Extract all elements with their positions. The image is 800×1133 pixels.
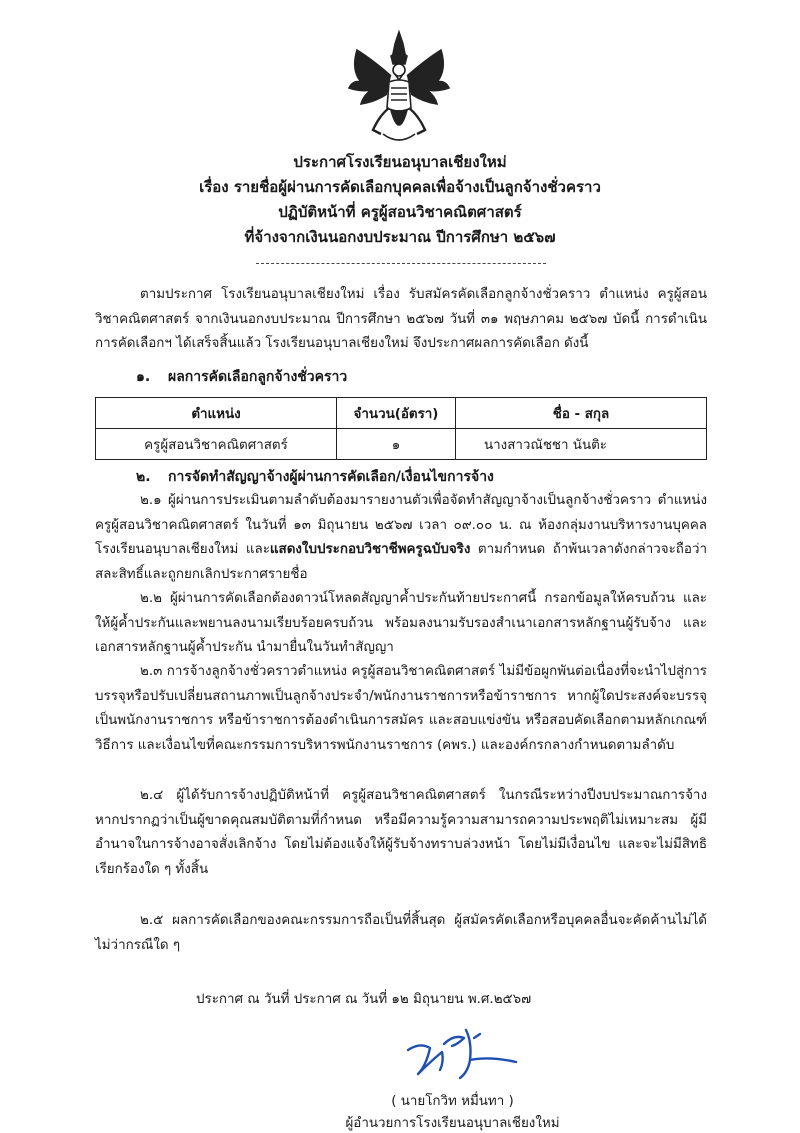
- item-2-2: [95, 587, 707, 661]
- results-table: [95, 397, 707, 460]
- item-2-4: [95, 784, 707, 882]
- section-1-number: ๑.: [136, 369, 151, 385]
- header-line-3: ปฏิบัติหน้าที่ ครูผู้สอนวิชาคณิตศาสตร์: [278, 203, 522, 221]
- section-2-title: [136, 465, 494, 489]
- garuda-emblem-icon: [343, 30, 455, 148]
- signer-role: ผู้อำนวยการโรงเรียนอนุบาลเชียงใหม่: [345, 1116, 560, 1131]
- item-2-5: [95, 909, 707, 958]
- item-2-1-text-end: ตามกำหนด ถ้าพ้นเวลาดังกล่าวจะถือว่าสละสิทธิ์และถูกยกเลิกประกาศรายชื่อ: [95, 542, 707, 582]
- header-line-1: ประกาศโรงเรียนอนุบาลเชียงใหม่: [293, 153, 507, 171]
- intro-paragraph: [95, 283, 707, 357]
- item-2-1: [95, 489, 707, 587]
- item-2-2-text: ๒.๒ ผู้ผ่านการคัดเลือกต้องดาวน์โหลดสัญญาค้ำประกันท้ายประกาศนี้ กรอกข้อมูลให้ครบถ้วน และให้ผู้ค้ำประกันและพยานลงนามเรียบร้อยครบถ้วน พร้อมลงนามรับรองสำเนาเอกสารหลักฐานผู้รับจ้าง และเอกสารหลักฐานผู้ค้ำประกัน นำมายื่นในวันทำสัญญา: [95, 591, 707, 655]
- item-2-5-text: ๒.๕ ผลการคัดเลือกของคณะกรรมการถือเป็นที่สิ้นสุด ผู้สมัครคัดเลือกหรือบุคคลอื่นจะคัดค้านไม่ได้ไม่ว่ากรณีใด ๆ: [95, 913, 707, 953]
- header-line-2: เรื่อง รายชื่อผู้ผ่านการคัดเลือกบุคคลเพื่อจ้างเป็นลูกจ้างชั่วคราว: [199, 178, 601, 196]
- header-divider: [256, 263, 546, 264]
- item-2-3: [95, 660, 707, 758]
- item-2-4-text: ๒.๔ ผู้ได้รับการจ้างปฏิบัติหน้าที่ ครูผู้สอนวิชาคณิตศาสตร์ ในกรณีระหว่างปีงบประมาณการจ้าง หากปรากฏว่าเป็นผู้ขาดคุณสมบัติตามที่กำหนด หรือมีความรู้ความสามารถความประพฤติไม่เหมาะสม ผู้มีอำนาจในการจ้างอาจสั่งเลิกจ้าง โดยไม่ต้องแจ้งให้ผู้รับจ้างทราบล่วงหน้า โดยไม่มีเงื่อนไข และจะไม่มีสิทธิเรียกร้องใด ๆ ทั้งสิ้น: [95, 788, 707, 877]
- section-1-title: [136, 365, 347, 389]
- header-name: ชื่อ - สกุล: [456, 398, 707, 429]
- table-header-row: [96, 398, 707, 429]
- signature-image: [400, 1022, 520, 1084]
- table-row: [96, 429, 707, 460]
- document-header: [0, 150, 800, 250]
- section-2-number: ๒.: [136, 469, 151, 485]
- header-line-4: ที่จ้างจากเงินนอกงบประมาณ ปีการศึกษา ๒๕๖๗: [244, 228, 556, 246]
- section-2-text: การจัดทำสัญญาจ้างผู้ผ่านการคัดเลือก/เงื่อนไขการจ้าง: [168, 469, 494, 485]
- intro-text: ตามประกาศ โรงเรียนอนุบาลเชียงใหม่ เรื่อง รับสมัครคัดเลือกลูกจ้างชั่วคราว ตำแหน่ง ครูผู้สอนวิชาคณิตศาสตร์ จากเงินนอกงบประมาณ ปีการศึกษา ๒๕๖๗ วันที่ ๓๑ พฤษภาคม ๒๕๖๗ บัดนี้ การดำเนินการคัดเลือกฯ ได้เสร็จสิ้นแล้ว โรงเรียนอนุบาลเชียงใหม่ จึงประกาศผลการคัดเลือก ดังนี้: [95, 287, 707, 351]
- item-2-1-bold: แสดงใบประกอบวิชาชีพครูฉบับจริง: [269, 542, 471, 557]
- header-count: จำนวน(อัตรา): [337, 398, 456, 429]
- item-2-1-text: ๒.๑ ผู้ผ่านการประเมินตามลำดับต้องมารายงานตัวเพื่อจัดทำสัญญาจ้างเป็นลูกจ้างชั่วคราว ตำแหน่ง ครูผู้สอนวิชาคณิตศาสตร์ ในวันที่ ๑๓ มิถุนายน ๒๕๖๗ เวลา ๐๙.๐๐ น. ณ ห้องกลุ่มงานบริหารงานบุคคล โรงเรียนอนุบาลเชียงใหม่ และ: [95, 493, 707, 557]
- signer-name: ( นายโกวิท หมื่นทา ): [391, 1094, 514, 1109]
- cell-count: ๑: [337, 429, 456, 460]
- header-position: ตำแหน่ง: [96, 398, 337, 429]
- cell-name: นางสาวณัชชา นันติะ: [456, 429, 707, 460]
- item-2-3-text: ๒.๓ การจ้างลูกจ้างชั่วคราวตำแหน่ง ครูผู้สอนวิชาคณิตศาสตร์ ไม่มีข้อผูกพันต่อเนื่องที่จะนำไปสู่การบรรจุหรือปรับเปลี่ยนสถานภาพเป็นลูกจ้างประจำ/พนักงานราชการหรือข้าราชการ หากผู้ใดประสงค์จะบรรจุเป็นพนักงานราชการ หรือข้าราชการต้องดำเนินการสมัคร และสอบแข่งขัน หรือสอบคัดเลือกตามหลักเกณฑ์วิธีการ และเงื่อนไขที่คณะกรรมการบริหารพนักงานราชการ (คพร.) และองค์กรกลางกำหนดตามลำดับ: [95, 664, 707, 753]
- cell-position: ครูผู้สอนวิชาคณิตศาสตร์: [96, 429, 337, 460]
- announce-date: ประกาศ ณ วันที่ ประกาศ ณ วันที่ ๑๒ มิถุนายน พ.ศ.๒๕๖๗: [196, 992, 532, 1007]
- section-1-text: ผลการคัดเลือกลูกจ้างชั่วคราว: [168, 369, 348, 385]
